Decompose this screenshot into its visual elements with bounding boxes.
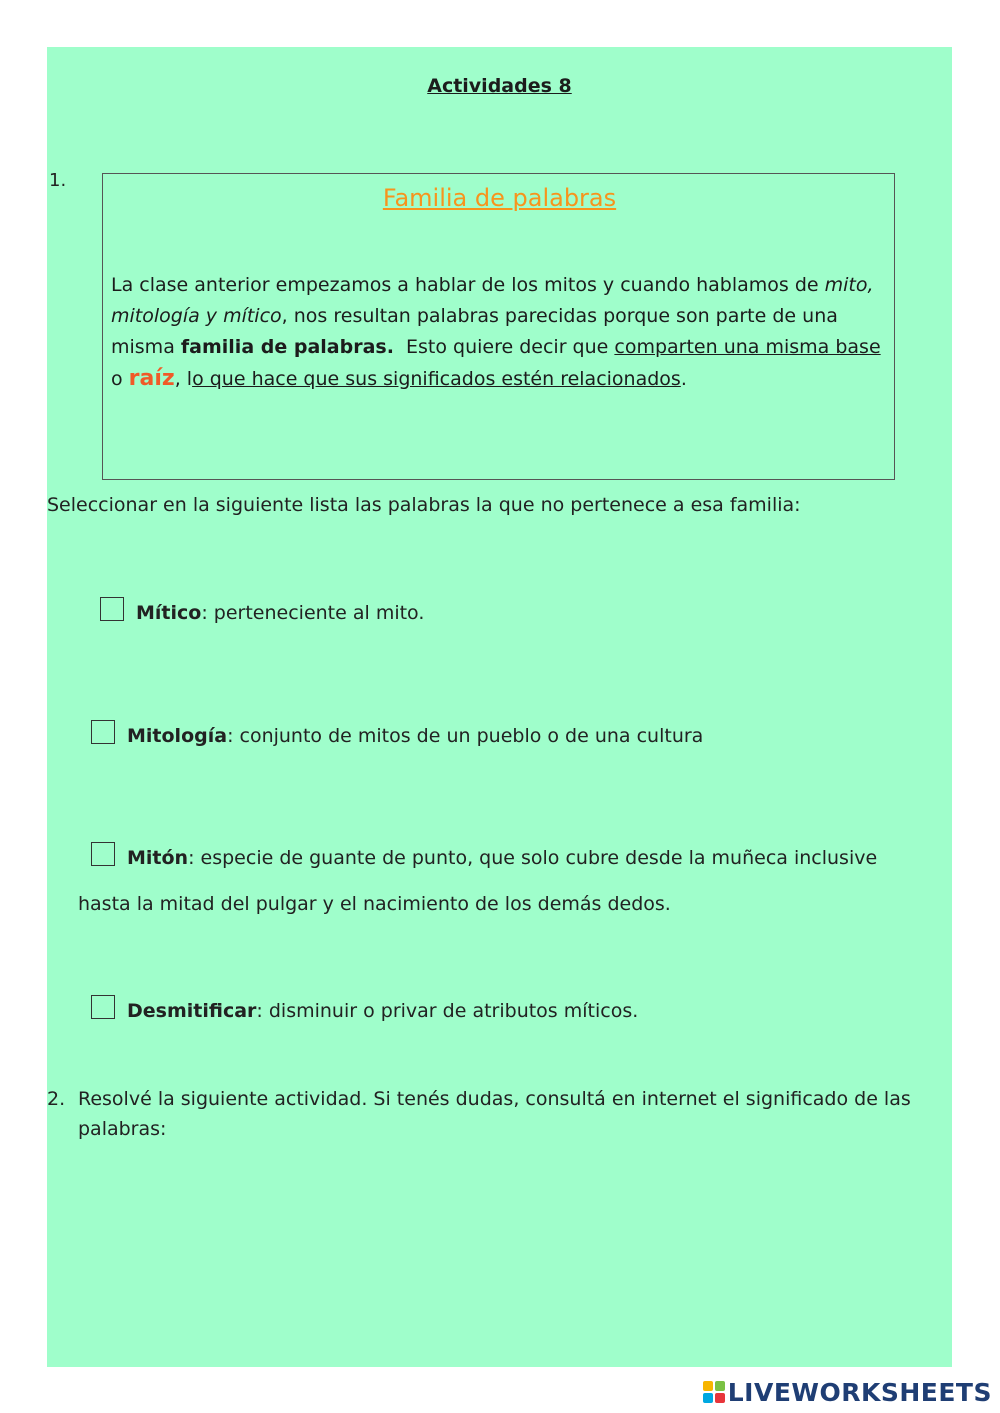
logo-square <box>703 1381 713 1391</box>
liveworksheets-logo <box>703 1377 992 1407</box>
logo-text: LIVEWORKSHEETS <box>727 1377 992 1407</box>
option-term: Desmitificar <box>127 1000 257 1022</box>
option-definition: : perteneciente al mito. <box>201 602 425 624</box>
option-item <box>91 713 703 759</box>
logo-square <box>715 1393 725 1403</box>
question-2-text: Resolvé la siguiente actividad. Si tenés dudas, consultá en internet el significado de las palabras: <box>78 1088 911 1140</box>
checkbox[interactable] <box>100 597 124 621</box>
option-definition: : disminuir o privar de atributos míticos. <box>256 1000 639 1022</box>
option-definition-continued: hasta la mitad del pulgar y el nacimiento de los demás dedos. <box>78 893 671 915</box>
option-definition: : conjunto de mitos de un pueblo o de una cultura <box>227 725 704 747</box>
option-term: Mitología <box>127 725 228 747</box>
para-text: o <box>111 336 887 390</box>
info-box-title: Familia de palabras <box>382 184 617 212</box>
option-item <box>100 590 424 636</box>
para-bold-term: familia de palabras. <box>180 336 394 358</box>
option-definition: : especie de guante de punto, que solo cubre desde la muñeca inclusive <box>188 847 878 869</box>
question-2 <box>47 1084 937 1144</box>
worksheet <box>47 47 952 1367</box>
logo-mark-icon <box>703 1381 725 1403</box>
logo-square <box>715 1381 725 1391</box>
para-text: . <box>680 368 687 390</box>
para-italic-words: mito, mitología y mítico <box>111 274 874 327</box>
checkbox[interactable] <box>91 995 115 1019</box>
para-underlined: o que hace que sus significados estén relacionados <box>192 368 681 390</box>
page-title: Actividades 8 <box>427 75 572 97</box>
info-box <box>102 173 895 480</box>
question-1-number: 1. <box>49 170 67 191</box>
instruction-text: Seleccionar en la siguiente lista las palabras la que no pertenece a esa familia: <box>47 494 801 516</box>
option-item <box>91 835 877 881</box>
option-term: Mitón <box>127 847 189 869</box>
para-raiz-word: raíz <box>128 366 175 391</box>
checkbox[interactable] <box>91 720 115 744</box>
para-text: La clase anterior empezamos a hablar de los mitos y cuando hablamos de <box>111 274 825 296</box>
para-text: Esto quiere decir que <box>393 336 615 358</box>
option-term: Mítico <box>136 602 202 624</box>
para-underlined: comparten una misma base <box>614 336 881 358</box>
option-item <box>91 988 638 1034</box>
info-box-paragraph <box>111 270 891 395</box>
para-text: , nos resultan palabras parecidas porque son parte de una misma <box>111 305 838 358</box>
para-text: , l <box>174 368 193 390</box>
checkbox[interactable] <box>91 842 115 866</box>
question-2-number: 2. <box>47 1088 66 1110</box>
logo-square <box>703 1393 713 1403</box>
